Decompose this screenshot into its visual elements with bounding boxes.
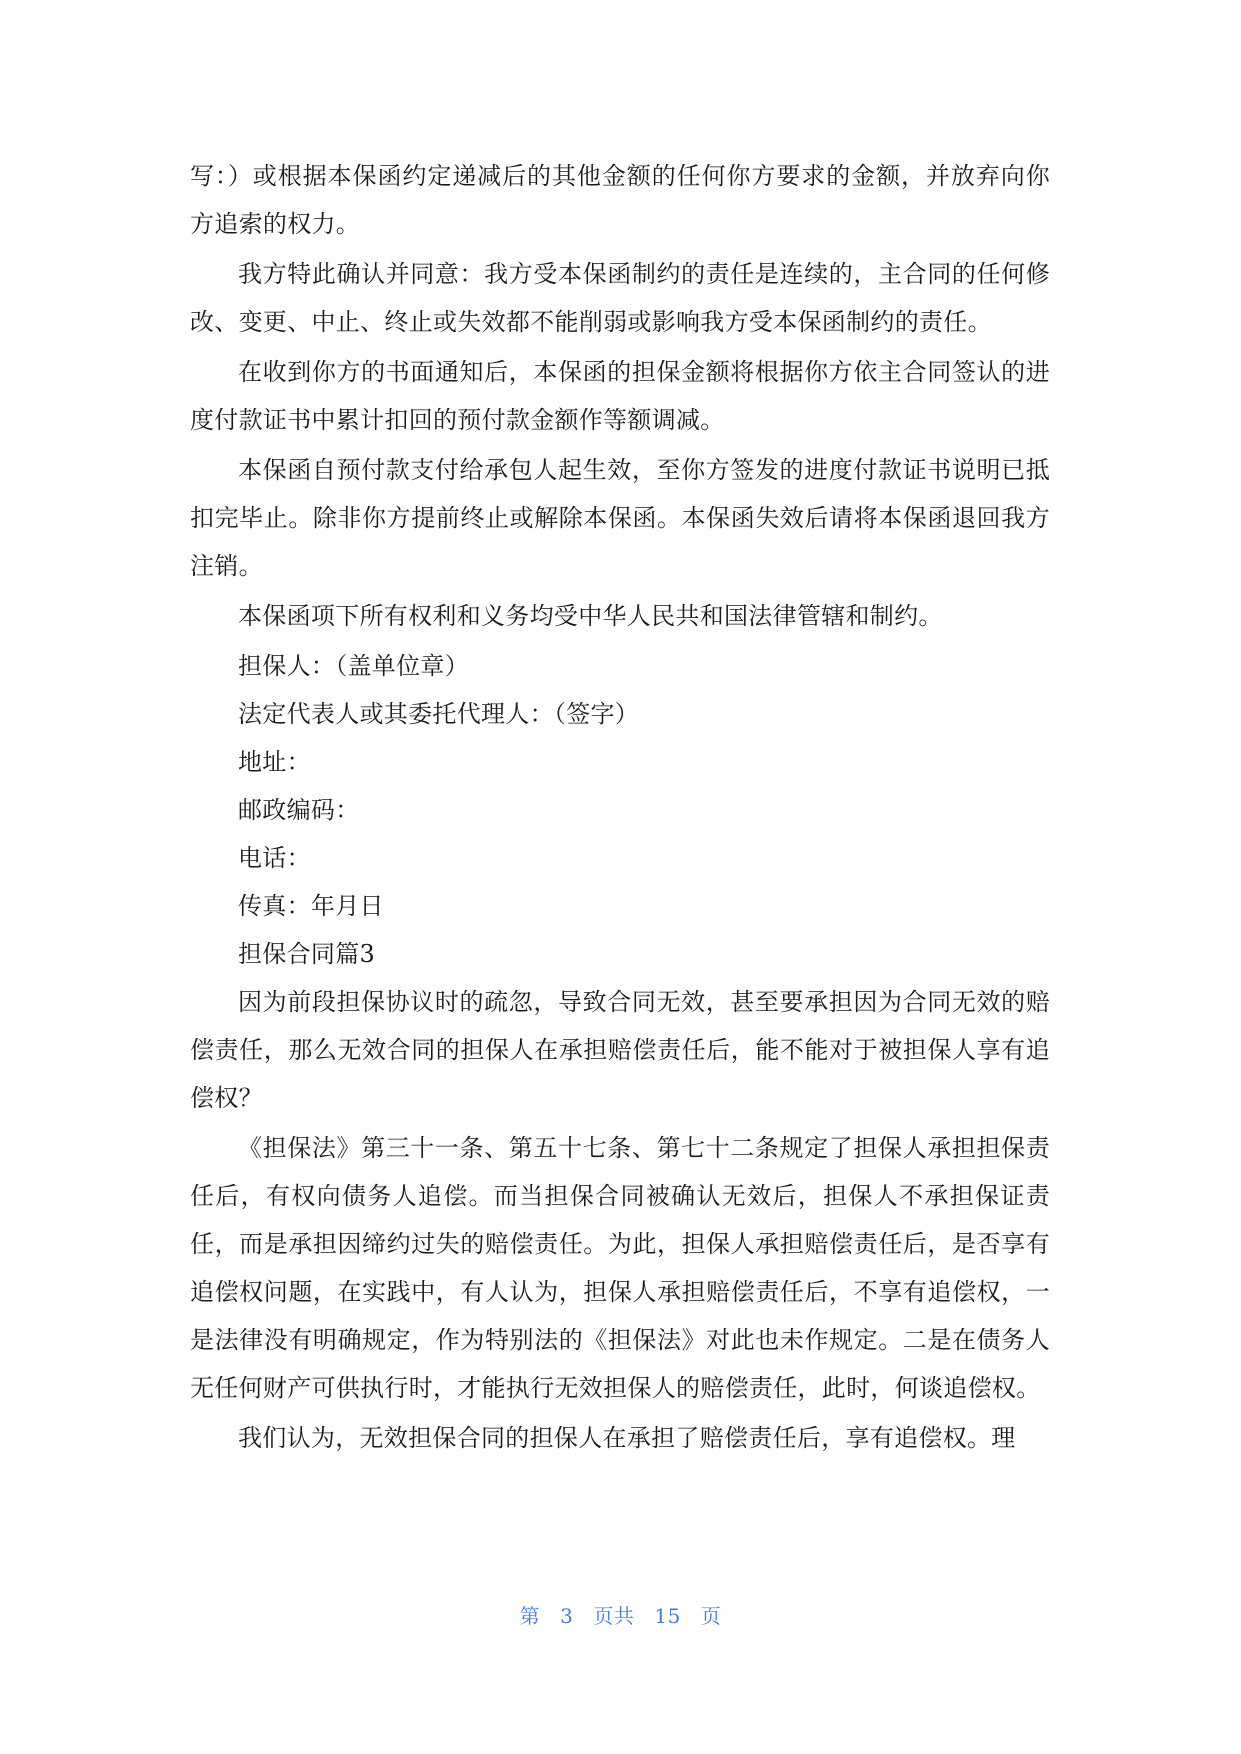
paragraph: 因为前段担保协议时的疏忽，导致合同无效，甚至要承担因为合同无效的赔偿责任，那么无效合同的担保人在承担赔偿责任后，能不能对于被担保人享有追偿权？ — [190, 988, 1050, 1112]
paragraph: 《担保法》第三十一条、第五十七条、第七十二条规定了担保人承担担保责任后，有权向债务人追偿。而当担保合同被确认无效后，担保人不承担保证责任，而是承担因缔约过失的赔偿责任。为此，担保人承担赔偿责任后，是否享有追偿权问题，在实践中，有人认为，担保人承担赔偿责任后，不享有追偿权，一是法律没有明确规定，作为特别法的《担保法》对此也未作规定。二是在债务人无任何财产可供执行时，才能执行无效担保人的赔偿责任，此时，何谈追偿权。 — [190, 1134, 1050, 1402]
fax-date-line: 传真：年月日 — [238, 892, 384, 920]
phone-line: 电话： — [238, 844, 311, 872]
section-heading: 担保合同篇3 — [238, 940, 376, 968]
guarantor-line: 担保人：（盖单位章） — [238, 652, 469, 680]
paragraph: 写：）或根据本保函约定递减后的其他金额的任何你方要求的金额，并放弃向你方追索的权力。 — [190, 162, 1050, 238]
address-line: 地址： — [238, 748, 311, 776]
footer-label-di: 第 — [519, 1604, 541, 1628]
postal-code-line: 邮政编码： — [238, 796, 360, 824]
legal-representative-line: 法定代表人或其委托代理人：（签字） — [238, 700, 640, 728]
footer-current-page: 3 — [560, 1604, 574, 1628]
paragraph: 我们认为，无效担保合同的担保人在承担了赔偿责任后，享有追偿权。理 — [238, 1424, 1016, 1452]
footer-total-pages: 15 — [654, 1604, 681, 1628]
page-footer — [0, 1600, 1241, 1629]
footer-label-ye-gong: 页共 — [593, 1604, 635, 1628]
footer-label-ye: 页 — [700, 1604, 722, 1628]
paragraph: 本保函项下所有权利和义务均受中华人民共和国法律管辖和制约。 — [238, 602, 943, 630]
paragraph: 在收到你方的书面通知后，本保函的担保金额将根据你方依主合同签认的进度付款证书中累计扣回的预付款金额作等额调减。 — [190, 358, 1050, 434]
paragraph: 我方特此确认并同意：我方受本保函制约的责任是连续的，主合同的任何修改、变更、中止、终止或失效都不能削弱或影响我方受本保函制约的责任。 — [190, 260, 1050, 336]
paragraph: 本保函自预付款支付给承包人起生效，至你方签发的进度付款证书说明已抵扣完毕止。除非你方提前终止或解除本保函。本保函失效后请将本保函退回我方注销。 — [190, 456, 1050, 580]
document-body — [190, 152, 1050, 1464]
